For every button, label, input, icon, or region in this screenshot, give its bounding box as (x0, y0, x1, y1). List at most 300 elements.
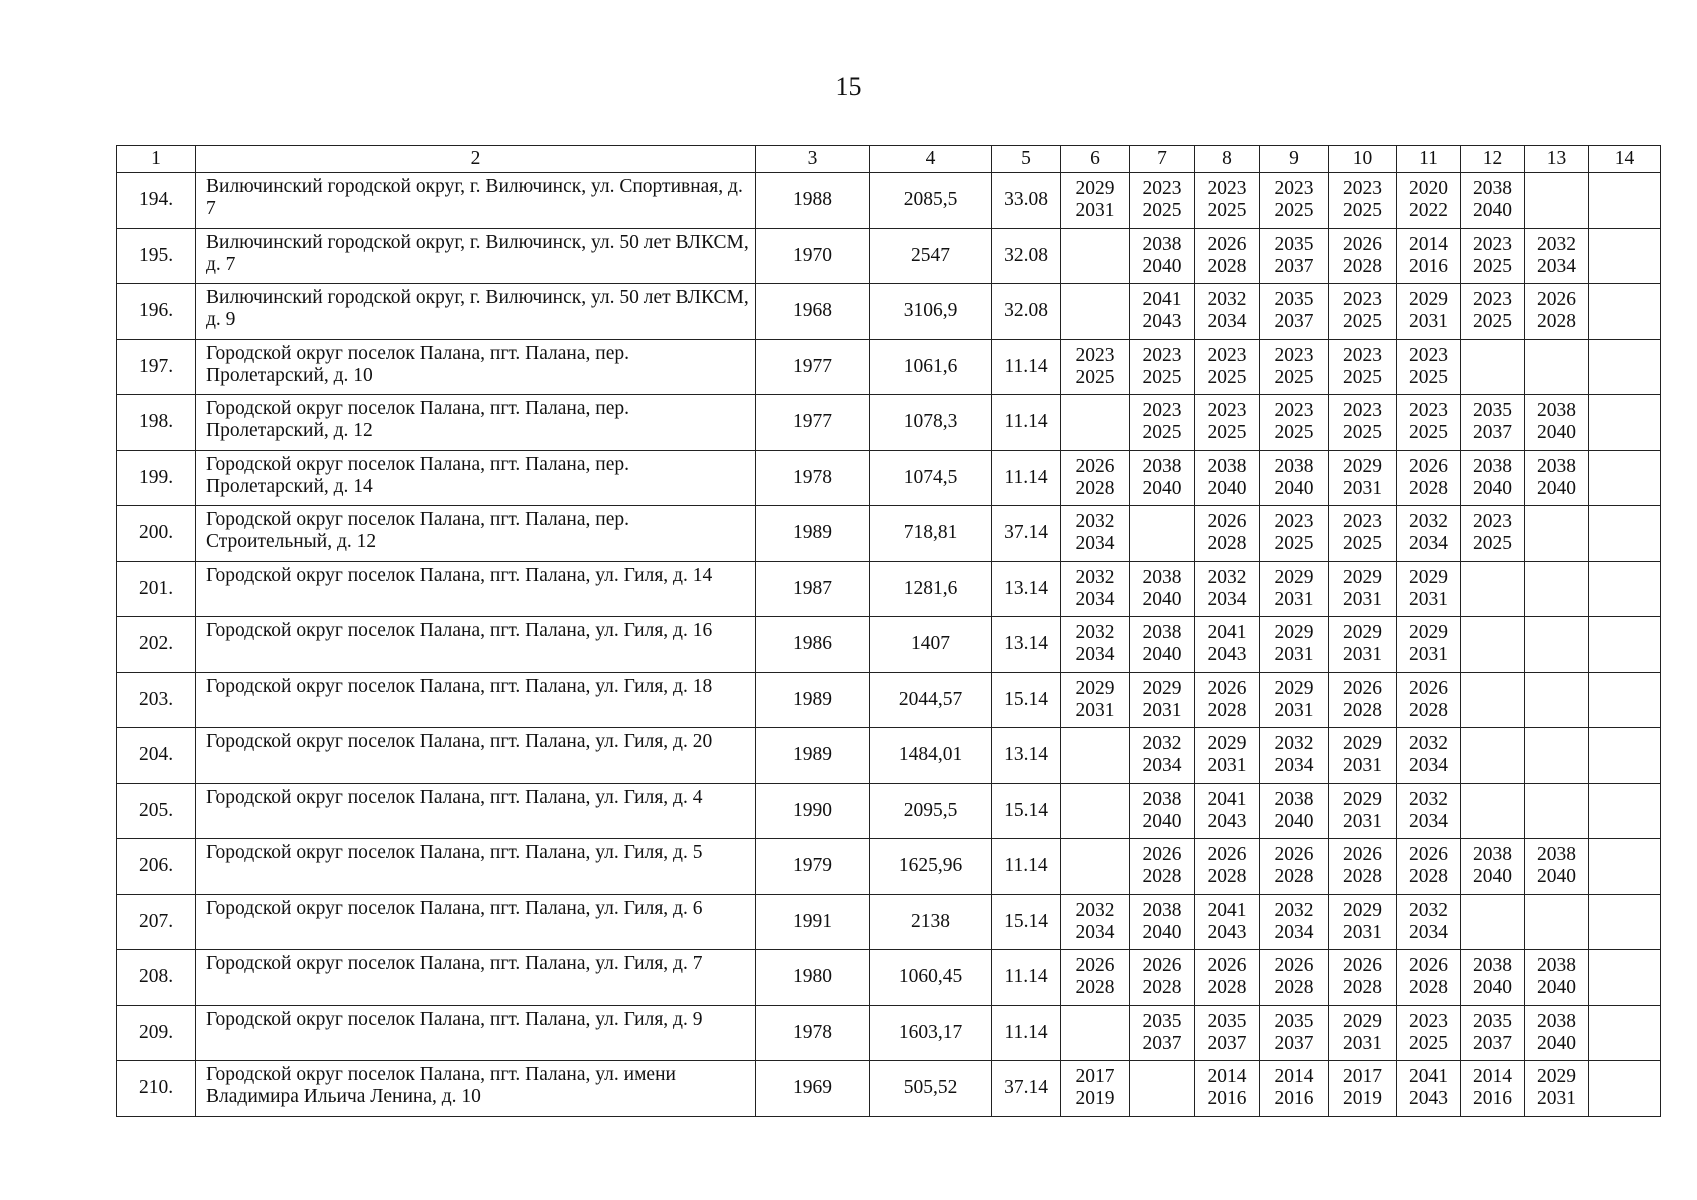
period-end-year: 2034 (1409, 755, 1448, 777)
period-end-year (1061, 811, 1129, 833)
period-start-year: 2032 (1274, 733, 1314, 755)
period-cell (1061, 228, 1130, 284)
period-end-year (1589, 256, 1660, 278)
period-start-year: 2032 (1207, 289, 1247, 311)
period-cell (1461, 617, 1525, 673)
period-end-year (1589, 977, 1660, 999)
period-cell (1329, 839, 1397, 895)
period-start-year: 2038 (1537, 955, 1576, 977)
period-cell (1589, 1005, 1661, 1061)
period-end-year: 2028 (1409, 477, 1448, 499)
period-end-year: 2037 (1473, 422, 1512, 444)
row-number: 208. (117, 950, 196, 1006)
period-cell (1397, 894, 1461, 950)
period-cell (1589, 173, 1661, 229)
period-start-year: 2026 (1207, 511, 1247, 533)
period-start-year: 2038 (1473, 178, 1512, 200)
column-header: 1 (117, 146, 196, 173)
period-end-year: 2040 (1274, 810, 1314, 832)
period-cell (1061, 672, 1130, 728)
period-start-year: 2029 (1343, 622, 1382, 644)
period-start-year: 2026 (1207, 677, 1247, 699)
period-start-year (1525, 345, 1588, 367)
period-cell (1061, 1061, 1130, 1117)
period-cell (1397, 1005, 1461, 1061)
period-cell (1461, 672, 1525, 728)
period-start-year: 2023 (1409, 1010, 1448, 1032)
period-cell (1061, 506, 1130, 562)
period-end-year: 2031 (1343, 810, 1382, 832)
address-cell: Городской округ поселок Палана, пгт. Палана, ул. Гиля, д. 20 (196, 728, 756, 784)
column-header: 11 (1397, 146, 1461, 173)
period-end-year: 2034 (1409, 921, 1448, 943)
period-start-year: 2038 (1473, 455, 1512, 477)
address-cell: Городской округ поселок Палана, пгт. Палана, ул. Гиля, д. 6 (196, 894, 756, 950)
period-cell (1525, 1061, 1589, 1117)
table-row (117, 284, 1661, 340)
period-start-year: 2035 (1207, 1010, 1247, 1032)
period-end-year (1061, 256, 1129, 278)
period-end-year: 2025 (1207, 200, 1247, 222)
period-cell (1130, 284, 1195, 340)
period-end-year: 2025 (1274, 533, 1314, 555)
period-start-year: 2014 (1473, 1066, 1512, 1088)
period-start-year (1525, 678, 1588, 700)
column-header: 7 (1130, 146, 1195, 173)
period-start-year: 2041 (1207, 622, 1247, 644)
year-built-cell: 1977 (756, 395, 870, 451)
period-cell (1260, 173, 1329, 229)
period-end-year: 2028 (1409, 699, 1448, 721)
period-cell (1130, 173, 1195, 229)
period-end-year (1525, 589, 1588, 611)
year-built-cell: 1978 (756, 450, 870, 506)
year-built-cell: 1968 (756, 284, 870, 340)
period-end-year: 2031 (1274, 644, 1314, 666)
period-start-year: 2029 (1142, 677, 1182, 699)
period-cell (1525, 728, 1589, 784)
period-end-year: 2031 (1537, 1088, 1576, 1110)
address-cell: Вилючинский городской округ, г. Вилючинск, ул. 50 лет ВЛКСМ, д. 9 (196, 284, 756, 340)
period-end-year: 2019 (1075, 1088, 1115, 1110)
period-end-year: 2037 (1473, 1032, 1512, 1054)
period-end-year: 2028 (1343, 255, 1382, 277)
period-end-year: 2028 (1409, 977, 1448, 999)
column-header: 13 (1525, 146, 1589, 173)
period-cell (1397, 617, 1461, 673)
period-cell (1260, 450, 1329, 506)
address-cell: Городской округ поселок Палана, пгт. Палана, ул. Гиля, д. 9 (196, 1005, 756, 1061)
period-start-year (1589, 1011, 1660, 1033)
period-start-year: 2014 (1207, 1066, 1247, 1088)
period-end-year: 2034 (1274, 755, 1314, 777)
period-end-year: 2031 (1343, 921, 1382, 943)
area-cell: 3106,9 (870, 284, 992, 340)
period-cell (1061, 1005, 1130, 1061)
period-start-year: 2023 (1343, 511, 1382, 533)
period-end-year: 2025 (1142, 422, 1182, 444)
period-start-year: 2029 (1274, 677, 1314, 699)
address-cell: Вилючинский городской округ, г. Вилючинск, ул. Спортивная, д. 7 (196, 173, 756, 229)
period-cell (1195, 1005, 1260, 1061)
period-cell (1397, 672, 1461, 728)
period-cell (1461, 1005, 1525, 1061)
period-start-year: 2035 (1473, 1010, 1512, 1032)
period-end-year: 2043 (1409, 1088, 1448, 1110)
period-end-year: 2040 (1473, 200, 1512, 222)
period-cell (1589, 783, 1661, 839)
period-cell (1260, 783, 1329, 839)
period-end-year: 2040 (1142, 921, 1182, 943)
period-end-year (1589, 367, 1660, 389)
area-cell: 1484,01 (870, 728, 992, 784)
period-start-year: 2023 (1343, 344, 1382, 366)
period-cell (1329, 672, 1397, 728)
period-end-year: 2040 (1274, 477, 1314, 499)
period-cell (1130, 617, 1195, 673)
row-number: 202. (117, 617, 196, 673)
period-cell (1061, 839, 1130, 895)
period-end-year: 2034 (1142, 755, 1182, 777)
period-start-year: 2038 (1142, 233, 1182, 255)
period-end-year (1525, 811, 1588, 833)
address-cell: Городской округ поселок Палана, пгт. Палана, пер. Пролетарский, д. 14 (196, 450, 756, 506)
period-start-year: 2023 (1274, 178, 1314, 200)
period-end-year: 2037 (1274, 1032, 1314, 1054)
period-end-year (1589, 644, 1660, 666)
period-end-year: 2028 (1207, 866, 1247, 888)
period-end-year: 2025 (1207, 366, 1247, 388)
area-cell: 1074,5 (870, 450, 992, 506)
period-end-year: 2025 (1343, 366, 1382, 388)
period-cell (1525, 1005, 1589, 1061)
period-end-year: 2037 (1142, 1032, 1182, 1054)
period-end-year: 2040 (1142, 255, 1182, 277)
period-end-year (1061, 755, 1129, 777)
period-cell (1525, 395, 1589, 451)
code-cell: 11.14 (992, 1005, 1061, 1061)
period-end-year: 2016 (1274, 1088, 1314, 1110)
period-cell (1397, 506, 1461, 562)
row-number: 194. (117, 173, 196, 229)
period-end-year: 2034 (1075, 588, 1115, 610)
period-start-year: 2035 (1274, 233, 1314, 255)
period-end-year: 2019 (1343, 1088, 1382, 1110)
period-cell (1525, 672, 1589, 728)
period-end-year: 2028 (1207, 533, 1247, 555)
period-end-year (1461, 811, 1524, 833)
area-cell: 2085,5 (870, 173, 992, 229)
period-start-year: 2023 (1142, 178, 1182, 200)
table-row (117, 561, 1661, 617)
period-cell (1461, 561, 1525, 617)
period-cell (1589, 672, 1661, 728)
year-built-cell: 1978 (756, 1005, 870, 1061)
period-end-year: 2025 (1274, 422, 1314, 444)
address-cell: Городской округ поселок Палана, пгт. Палана, ул. Гиля, д. 14 (196, 561, 756, 617)
period-end-year (1461, 700, 1524, 722)
row-number: 205. (117, 783, 196, 839)
period-cell (1397, 839, 1461, 895)
period-start-year (1461, 567, 1524, 589)
period-cell (1397, 284, 1461, 340)
period-start-year (1589, 622, 1660, 644)
period-start-year (1589, 733, 1660, 755)
area-cell: 2138 (870, 894, 992, 950)
period-cell (1195, 839, 1260, 895)
row-number: 198. (117, 395, 196, 451)
period-end-year (1589, 478, 1660, 500)
period-cell (1130, 1005, 1195, 1061)
period-end-year (1525, 922, 1588, 944)
period-start-year: 2038 (1142, 622, 1182, 644)
period-start-year: 2035 (1142, 1010, 1182, 1032)
period-cell (1130, 728, 1195, 784)
period-cell (1461, 728, 1525, 784)
period-start-year: 2032 (1409, 899, 1448, 921)
period-start-year (1589, 400, 1660, 422)
code-cell: 32.08 (992, 284, 1061, 340)
period-cell (1061, 728, 1130, 784)
period-cell (1589, 617, 1661, 673)
period-end-year: 2028 (1075, 477, 1115, 499)
period-cell (1061, 450, 1130, 506)
period-start-year: 2023 (1207, 344, 1247, 366)
period-start-year: 2032 (1409, 733, 1448, 755)
period-cell (1260, 1061, 1329, 1117)
period-end-year: 2040 (1142, 588, 1182, 610)
table-row (117, 950, 1661, 1006)
period-cell (1329, 950, 1397, 1006)
year-built-cell: 1969 (756, 1061, 870, 1117)
period-cell (1525, 339, 1589, 395)
period-end-year (1461, 755, 1524, 777)
period-start-year: 2026 (1274, 844, 1314, 866)
period-end-year: 2031 (1409, 588, 1448, 610)
code-cell: 11.14 (992, 839, 1061, 895)
year-built-cell: 1988 (756, 173, 870, 229)
address-cell: Вилючинский городской округ, г. Вилючинск, ул. 50 лет ВЛКСМ, д. 7 (196, 228, 756, 284)
period-start-year: 2023 (1274, 344, 1314, 366)
period-end-year: 2040 (1537, 977, 1576, 999)
row-number: 195. (117, 228, 196, 284)
period-cell (1525, 950, 1589, 1006)
area-cell: 505,52 (870, 1061, 992, 1117)
period-start-year: 2038 (1142, 788, 1182, 810)
column-header: 8 (1195, 146, 1260, 173)
row-number: 207. (117, 894, 196, 950)
period-cell (1260, 672, 1329, 728)
period-cell (1195, 395, 1260, 451)
period-cell (1061, 284, 1130, 340)
code-cell: 11.14 (992, 339, 1061, 395)
period-end-year: 2031 (1343, 755, 1382, 777)
column-header: 2 (196, 146, 756, 173)
address-cell: Городской округ поселок Палана, пгт. Палана, пер. Пролетарский, д. 12 (196, 395, 756, 451)
period-start-year: 2029 (1537, 1066, 1576, 1088)
period-end-year: 2031 (1343, 644, 1382, 666)
period-cell (1461, 284, 1525, 340)
address-cell: Городской округ поселок Палана, пгт. Палана, ул. Гиля, д. 4 (196, 783, 756, 839)
row-number: 196. (117, 284, 196, 340)
code-cell: 33.08 (992, 173, 1061, 229)
period-start-year: 2023 (1274, 400, 1314, 422)
code-cell: 11.14 (992, 395, 1061, 451)
period-end-year: 2028 (1142, 866, 1182, 888)
period-start-year: 2023 (1207, 400, 1247, 422)
period-start-year: 2029 (1274, 566, 1314, 588)
area-cell: 1061,6 (870, 339, 992, 395)
period-cell (1130, 506, 1195, 562)
period-start-year: 2026 (1409, 844, 1448, 866)
year-built-cell: 1990 (756, 783, 870, 839)
period-cell (1329, 173, 1397, 229)
column-header: 9 (1260, 146, 1329, 173)
period-end-year: 2016 (1409, 255, 1448, 277)
period-start-year (1061, 844, 1129, 866)
table-row (117, 395, 1661, 451)
year-built-cell: 1991 (756, 894, 870, 950)
period-cell (1461, 839, 1525, 895)
code-cell: 11.14 (992, 450, 1061, 506)
period-start-year: 2032 (1409, 788, 1448, 810)
column-header: 5 (992, 146, 1061, 173)
period-start-year: 2026 (1142, 955, 1182, 977)
period-start-year: 2017 (1075, 1066, 1115, 1088)
period-end-year (1589, 811, 1660, 833)
row-number: 204. (117, 728, 196, 784)
period-start-year: 2014 (1274, 1066, 1314, 1088)
period-start-year: 2026 (1537, 289, 1576, 311)
period-start-year: 2038 (1537, 844, 1576, 866)
year-built-cell: 1989 (756, 672, 870, 728)
code-cell: 15.14 (992, 783, 1061, 839)
table-row (117, 1061, 1661, 1117)
period-cell (1329, 506, 1397, 562)
period-cell (1397, 728, 1461, 784)
period-start-year (1525, 733, 1588, 755)
code-cell: 13.14 (992, 617, 1061, 673)
period-end-year (1525, 533, 1588, 555)
period-start-year (1061, 1011, 1129, 1033)
period-cell (1195, 506, 1260, 562)
code-cell: 32.08 (992, 228, 1061, 284)
period-start-year (1525, 900, 1588, 922)
period-start-year (1589, 955, 1660, 977)
address-cell: Городской округ поселок Палана, пгт. Палана, ул. Гиля, д. 5 (196, 839, 756, 895)
period-cell (1589, 894, 1661, 950)
period-end-year: 2031 (1207, 755, 1247, 777)
period-end-year: 2031 (1343, 588, 1382, 610)
address-cell: Городской округ поселок Палана, пгт. Палана, ул. Гиля, д. 7 (196, 950, 756, 1006)
period-cell (1130, 1061, 1195, 1117)
code-cell: 13.14 (992, 561, 1061, 617)
period-end-year (1061, 1033, 1129, 1055)
row-number: 210. (117, 1061, 196, 1117)
period-cell (1461, 894, 1525, 950)
period-start-year (1061, 400, 1129, 422)
period-cell (1525, 506, 1589, 562)
period-cell (1061, 561, 1130, 617)
period-end-year: 2025 (1343, 422, 1382, 444)
period-start-year: 2038 (1537, 400, 1576, 422)
period-start-year: 2029 (1343, 899, 1382, 921)
period-cell (1461, 339, 1525, 395)
period-end-year: 2034 (1075, 644, 1115, 666)
period-start-year (1061, 733, 1129, 755)
period-end-year (1589, 700, 1660, 722)
period-cell (1589, 728, 1661, 784)
period-start-year: 2029 (1075, 178, 1115, 200)
repair-schedule-table (116, 145, 1661, 1117)
area-cell: 1407 (870, 617, 992, 673)
period-end-year: 2043 (1142, 311, 1182, 333)
period-end-year: 2025 (1142, 366, 1182, 388)
period-cell (1589, 228, 1661, 284)
period-end-year: 2031 (1409, 311, 1448, 333)
period-end-year: 2025 (1075, 366, 1115, 388)
period-start-year: 2035 (1473, 400, 1512, 422)
period-end-year: 2040 (1537, 422, 1576, 444)
period-cell (1260, 339, 1329, 395)
year-built-cell: 1977 (756, 339, 870, 395)
period-start-year (1461, 678, 1524, 700)
period-cell (1329, 728, 1397, 784)
period-start-year: 2035 (1274, 1010, 1314, 1032)
period-start-year (1525, 622, 1588, 644)
period-start-year: 2029 (1343, 455, 1382, 477)
period-end-year: 2031 (1274, 699, 1314, 721)
period-start-year (1589, 900, 1660, 922)
period-end-year: 2025 (1142, 200, 1182, 222)
period-cell (1461, 173, 1525, 229)
period-start-year: 2038 (1274, 788, 1314, 810)
table-row (117, 173, 1661, 229)
period-cell (1061, 783, 1130, 839)
code-cell: 13.14 (992, 728, 1061, 784)
period-end-year (1525, 700, 1588, 722)
period-cell (1061, 894, 1130, 950)
period-cell (1130, 228, 1195, 284)
period-end-year: 2028 (1207, 977, 1247, 999)
period-end-year: 2025 (1409, 366, 1448, 388)
period-start-year (1589, 234, 1660, 256)
code-cell: 15.14 (992, 672, 1061, 728)
period-start-year: 2026 (1207, 955, 1247, 977)
period-end-year: 2031 (1409, 644, 1448, 666)
area-cell: 2547 (870, 228, 992, 284)
period-cell (1061, 395, 1130, 451)
address-cell: Городской округ поселок Палана, пгт. Палана, ул. имени Владимира Ильича Ленина, д. 10 (196, 1061, 756, 1117)
period-end-year: 2031 (1274, 588, 1314, 610)
period-start-year: 2038 (1473, 955, 1512, 977)
period-start-year (1130, 511, 1194, 533)
period-start-year: 2032 (1537, 233, 1576, 255)
year-built-cell: 1989 (756, 728, 870, 784)
period-cell (1195, 894, 1260, 950)
address-cell: Городской округ поселок Палана, пгт. Палана, ул. Гиля, д. 18 (196, 672, 756, 728)
period-cell (1525, 228, 1589, 284)
period-cell (1195, 284, 1260, 340)
period-start-year (1589, 844, 1660, 866)
period-cell (1195, 617, 1260, 673)
period-cell (1461, 950, 1525, 1006)
period-start-year: 2041 (1207, 788, 1247, 810)
period-end-year (1589, 866, 1660, 888)
period-end-year: 2028 (1207, 255, 1247, 277)
period-start-year: 2029 (1409, 289, 1448, 311)
period-end-year: 2025 (1343, 200, 1382, 222)
